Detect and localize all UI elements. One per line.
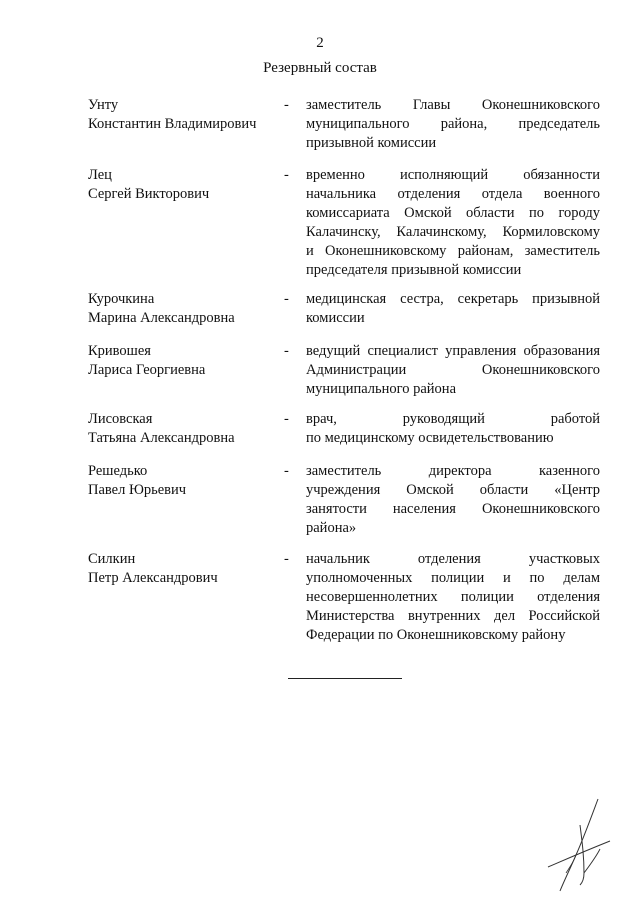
dash-separator: - bbox=[284, 343, 289, 359]
member-given-name: Лариса Георгиевна bbox=[88, 362, 206, 378]
closing-rule bbox=[288, 678, 402, 679]
member-role bbox=[306, 550, 600, 645]
role-line: председателя призывной комиссии bbox=[306, 262, 522, 278]
dash-separator: - bbox=[284, 97, 289, 113]
role-line: учреждения Омской области «Центр bbox=[306, 482, 600, 498]
member-name bbox=[88, 290, 278, 328]
role-line: района» bbox=[306, 520, 357, 536]
member-surname: Лец bbox=[88, 167, 112, 183]
member-role bbox=[306, 166, 600, 280]
role-line: Федерации по Оконешниковскому району bbox=[306, 627, 566, 643]
member-name bbox=[88, 462, 278, 500]
member-surname: Лисовская bbox=[88, 411, 153, 427]
role-line: и Оконешниковскому районам, заместитель bbox=[306, 243, 600, 259]
role-line: муниципального района bbox=[306, 381, 456, 397]
role-line: заместитель директора казенного bbox=[306, 463, 600, 479]
member-role bbox=[306, 410, 600, 448]
member-name bbox=[88, 550, 278, 588]
member-name bbox=[88, 342, 278, 380]
role-line: врач, руководящий работой bbox=[306, 411, 600, 427]
dash-separator: - bbox=[284, 551, 289, 567]
member-name bbox=[88, 166, 278, 204]
member-role bbox=[306, 96, 600, 153]
role-line: ведущий специалист управления образования bbox=[306, 343, 600, 359]
role-line: медицинская сестра, секретарь призывной bbox=[306, 291, 600, 307]
role-line: уполномоченных полиции и по делам bbox=[306, 570, 600, 586]
member-name bbox=[88, 96, 278, 134]
role-line: призывной комиссии bbox=[306, 135, 437, 151]
member-surname: Курочкина bbox=[88, 291, 155, 307]
role-line: начальник отделения участковых bbox=[306, 551, 600, 567]
page-number: 2 bbox=[316, 35, 324, 51]
member-surname: Силкин bbox=[88, 551, 136, 567]
role-line: по медицинскому освидетельствованию bbox=[306, 430, 554, 446]
document-title: Резервный состав bbox=[263, 60, 377, 76]
role-line: Министерства внутренних дел Российской bbox=[306, 608, 600, 624]
role-line: Администрации Оконешниковского bbox=[306, 362, 600, 378]
member-given-name: Татьяна Александровна bbox=[88, 430, 235, 446]
member-name bbox=[88, 410, 278, 448]
role-line: Калачинску, Калачинскому, Кормиловскому bbox=[306, 224, 600, 240]
role-line: комиссариата Омской области по городу bbox=[306, 205, 600, 221]
role-line: несовершеннолетних полиции отделения bbox=[306, 589, 600, 605]
role-line: заместитель Главы Оконешниковского bbox=[306, 97, 600, 113]
member-given-name: Марина Александровна bbox=[88, 310, 235, 326]
dash-separator: - bbox=[284, 411, 289, 427]
role-line: занятости населения Оконешниковского bbox=[306, 501, 600, 517]
member-surname: Кривошея bbox=[88, 343, 151, 359]
member-given-name: Сергей Викторович bbox=[88, 186, 210, 202]
role-line: начальника отделения отдела военного bbox=[306, 186, 600, 202]
member-given-name: Константин Владимирович bbox=[88, 116, 257, 132]
member-role bbox=[306, 462, 600, 538]
member-surname: Решедько bbox=[88, 463, 148, 479]
member-role bbox=[306, 342, 600, 399]
dash-separator: - bbox=[284, 291, 289, 307]
member-role bbox=[306, 290, 600, 328]
dash-separator: - bbox=[284, 167, 289, 183]
role-line: временно исполняющий обязанности bbox=[306, 167, 600, 183]
role-line: комиссии bbox=[306, 310, 365, 326]
member-given-name: Петр Александрович bbox=[88, 570, 218, 586]
role-line: муниципального района, председатель bbox=[306, 116, 600, 132]
handwritten-signature bbox=[540, 795, 620, 895]
member-surname: Унту bbox=[88, 97, 119, 113]
member-given-name: Павел Юрьевич bbox=[88, 482, 187, 498]
dash-separator: - bbox=[284, 463, 289, 479]
